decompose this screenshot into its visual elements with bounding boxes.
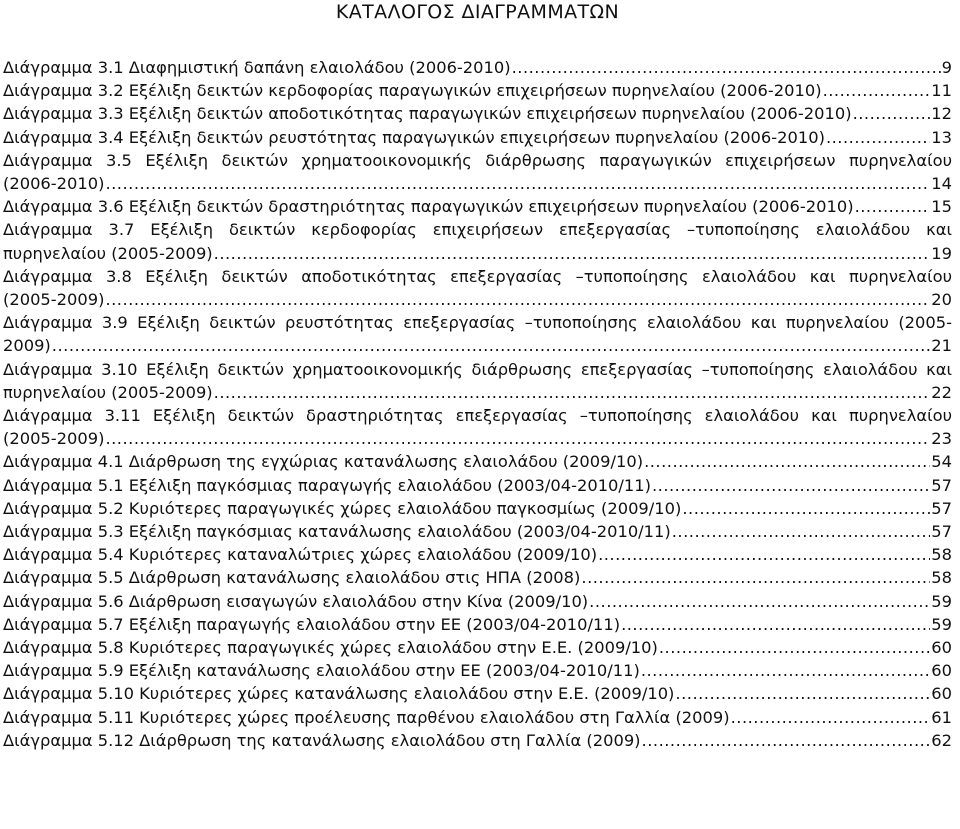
toc-entry-title: Διάγραμμα 5.5 Διάρθρωση κατανάλωσης ελαιολάδου στις ΗΠΑ (2008) xyxy=(3,568,581,588)
toc-entry-title: Διάγραμμα 3.8 Εξέλιξη δεικτών αποδοτικότητας επεξεργασίας –τυποποίησης ελαιολάδου και πυρηνελαίου xyxy=(3,266,952,286)
toc-entry-page-number: 14 xyxy=(931,174,952,194)
dot-leader xyxy=(105,172,930,195)
toc-entry-title: Διάγραμμα 5.12 Διάρθρωση της κατανάλωσης ελαιολάδου στη Γαλλία (2009) xyxy=(3,730,641,750)
toc-entry-page-number: 12 xyxy=(931,104,952,124)
dot-leader xyxy=(853,102,931,125)
page-title: ΚΑΤΑΛΟΓΟΣ ΔΙΑΓΡΑΜΜΑΤΩΝ xyxy=(335,1,620,23)
toc-entry[interactable] xyxy=(3,56,952,79)
dot-leader xyxy=(682,497,930,520)
toc-entry-page-number: 21 xyxy=(931,336,952,356)
toc-entry-title-continued: 2009) xyxy=(3,336,51,356)
toc-entry-title: Διάγραμμα 3.11 Εξέλιξη δεικτών δραστηριότητας επεξεργασίας –τυποποίησης ελαιολάδου και πυρηνελαίου xyxy=(3,406,952,426)
toc-entry-title: Διάγραμμα 5.7 Εξέλιξη παραγωγής ελαιολάδου στην ΕΕ (2003/04-2010/11) xyxy=(3,614,621,634)
dot-leader xyxy=(598,543,930,566)
toc-entry[interactable] xyxy=(3,474,952,497)
dot-leader xyxy=(659,636,930,659)
toc-entry-title: Διάγραμμα 3.4 Εξέλιξη δεικτών ρευστότητας παραγωγικών επιχειρήσεων πυρηνελαίου (2006-2010) xyxy=(3,127,825,147)
dot-leader xyxy=(642,729,931,752)
toc-entry-title-continued: (2005-2009) xyxy=(3,429,105,449)
toc-entry[interactable] xyxy=(3,636,952,659)
toc-entry[interactable] xyxy=(3,149,952,195)
toc-entry-title-continued: (2006-2010) xyxy=(3,174,105,194)
toc-entry-page-number: 20 xyxy=(931,290,952,310)
toc-entry-title: Διάγραμμα 4.1 Διάρθρωση της εγχώριας κατανάλωσης ελαιολάδου (2009/10) xyxy=(3,452,644,472)
toc-entry[interactable] xyxy=(3,566,952,589)
toc-entry-title: Διάγραμμα 5.10 Κυριότερες χώρες κατανάλωσης ελαιολάδου στην Ε.Ε. (2009/10) xyxy=(3,684,675,704)
toc-entry[interactable] xyxy=(3,126,952,149)
toc-entry[interactable] xyxy=(3,520,952,543)
toc-entry-page-number: 60 xyxy=(931,661,952,681)
toc-entry-page-number: 13 xyxy=(931,127,952,147)
toc-entry[interactable] xyxy=(3,543,952,566)
dot-leader xyxy=(589,590,930,613)
toc-entry-title: Διάγραμμα 5.11 Κυριότερες χώρες προέλευσης παρθένου ελαιολάδου στη Γαλλία (2009) xyxy=(3,707,730,727)
toc-entry-page-number: 15 xyxy=(931,197,952,217)
toc-entry-title: Διάγραμμα 3.1 Διαφημιστική δαπάνη ελαιολάδου (2006-2010) xyxy=(3,58,511,77)
toc-entry-title: Διάγραμμα 3.6 Εξέλιξη δεικτών δραστηριότητας παραγωγικών επιχειρήσεων πυρηνελαίου (2006-2010) xyxy=(3,197,854,217)
toc-entry-title: Διάγραμμα 5.9 Εξέλιξη κατανάλωσης ελαιολάδου στην ΕΕ (2003/04-2010/11) xyxy=(3,661,640,681)
toc-entry-page-number: 9 xyxy=(941,58,952,77)
dot-leader xyxy=(214,242,931,265)
toc-entry-title: Διάγραμμα 3.5 Εξέλιξη δεικτών χρηματοοικονομικής διάρθρωσης παραγωγικών επιχειρήσεων πυρηνελαίου xyxy=(3,150,952,170)
toc-entry-page-number: 58 xyxy=(931,568,952,588)
dot-leader xyxy=(105,427,930,450)
toc-entry[interactable] xyxy=(3,450,952,473)
toc-entry[interactable] xyxy=(3,613,952,636)
dot-leader xyxy=(855,195,931,218)
toc-entry[interactable] xyxy=(3,497,952,520)
dot-leader xyxy=(823,79,931,102)
dot-leader xyxy=(672,520,931,543)
toc-entry-page-number: 23 xyxy=(931,429,952,449)
toc-entry-page-number: 22 xyxy=(931,382,952,402)
toc-entry-title: Διάγραμμα 5.6 Διάρθρωση εισαγωγών ελαιολάδου στην Κίνα (2009/10) xyxy=(3,591,589,611)
toc-entry-title: Διάγραμμα 5.4 Κυριότερες καταναλώτριες χώρες ελαιολάδου (2009/10) xyxy=(3,545,598,565)
toc-entry[interactable] xyxy=(3,79,952,102)
toc-entry-page-number: 19 xyxy=(931,243,952,263)
toc-entry-page-number: 11 xyxy=(931,81,952,101)
toc-entry-title: Διάγραμμα 5.2 Κυριότερες παραγωγικές χώρες ελαιολάδου παγκοσμίως (2009/10) xyxy=(3,498,682,518)
toc-entry[interactable] xyxy=(3,311,952,357)
dot-leader xyxy=(105,288,930,311)
dot-leader xyxy=(512,56,941,79)
toc-entry-title-continued: (2005-2009) xyxy=(3,290,105,310)
toc-entry-page-number: 59 xyxy=(931,614,952,634)
toc-entry[interactable] xyxy=(3,218,952,264)
toc-entry-page-number: 58 xyxy=(931,545,952,565)
toc-entry-title: Διάγραμμα 3.10 Εξέλιξη δεικτών χρηματοοικονομικής διάρθρωσης επεξεργασίας –τυποποίησης ελαιολάδου και xyxy=(3,359,952,379)
dot-leader xyxy=(652,474,930,497)
toc-entry-page-number: 59 xyxy=(931,591,952,611)
toc-entry[interactable] xyxy=(3,682,952,705)
dot-leader xyxy=(644,450,930,473)
toc-entry[interactable] xyxy=(3,706,952,729)
toc-entry-title: Διάγραμμα 3.2 Εξέλιξη δεικτών κερδοφορίας παραγωγικών επιχειρήσεων πυρηνελαίου (2006-2010) xyxy=(3,81,822,101)
toc-entry-page-number: 57 xyxy=(931,475,952,495)
toc-entry[interactable] xyxy=(3,195,952,218)
list-of-figures xyxy=(3,56,952,752)
toc-entry-page-number: 54 xyxy=(931,452,952,472)
toc-entry-page-number: 61 xyxy=(931,707,952,727)
toc-entry-title: Διάγραμμα 3.3 Εξέλιξη δεικτών αποδοτικότητας παραγωγικών επιχειρήσεων πυρηνελαίου (2006-2010) xyxy=(3,104,852,124)
dot-leader xyxy=(731,706,931,729)
toc-entry-title: Διάγραμμα 3.9 Εξέλιξη δεικτών ρευστότητας επεξεργασίας –τυποποίησης ελαιολάδου και πυρηνελαίου (2005- xyxy=(3,313,952,333)
toc-entry[interactable] xyxy=(3,404,952,450)
toc-entry-page-number: 60 xyxy=(931,684,952,704)
toc-entry-page-number: 62 xyxy=(931,730,952,750)
toc-entry-page-number: 57 xyxy=(931,498,952,518)
dot-leader xyxy=(581,566,930,589)
toc-entry-page-number: 57 xyxy=(931,522,952,542)
dot-leader xyxy=(641,659,930,682)
toc-entry-title: Διάγραμμα 5.1 Εξέλιξη παγκόσμιας παραγωγής ελαιολάδου (2003/04-2010/11) xyxy=(3,475,651,495)
toc-entry[interactable] xyxy=(3,358,952,404)
dot-leader xyxy=(621,613,930,636)
toc-entry-title-continued: πυρηνελαίου (2005-2009) xyxy=(3,382,213,402)
toc-entry[interactable] xyxy=(3,729,952,752)
dot-leader xyxy=(214,381,931,404)
dot-leader xyxy=(52,334,930,357)
toc-entry[interactable] xyxy=(3,265,952,311)
toc-entry-title: Διάγραμμα 3.7 Εξέλιξη δεικτών κερδοφορίας επιχειρήσεων επεξεργασίας –τυποποίησης ελαιολάδου και xyxy=(3,220,952,240)
toc-entry[interactable] xyxy=(3,102,952,125)
dot-leader xyxy=(826,126,930,149)
dot-leader xyxy=(675,682,930,705)
toc-entry[interactable] xyxy=(3,590,952,613)
toc-entry-page-number: 60 xyxy=(931,638,952,658)
toc-entry[interactable] xyxy=(3,659,952,682)
toc-entry-title: Διάγραμμα 5.3 Εξέλιξη παγκόσμιας κατανάλωσης ελαιολάδου (2003/04-2010/11) xyxy=(3,522,671,542)
toc-entry-title: Διάγραμμα 5.8 Κυριότερες παραγωγικές χώρες ελαιολάδου στην Ε.Ε. (2009/10) xyxy=(3,638,658,658)
toc-entry-title-continued: πυρηνελαίου (2005-2009) xyxy=(3,243,213,263)
